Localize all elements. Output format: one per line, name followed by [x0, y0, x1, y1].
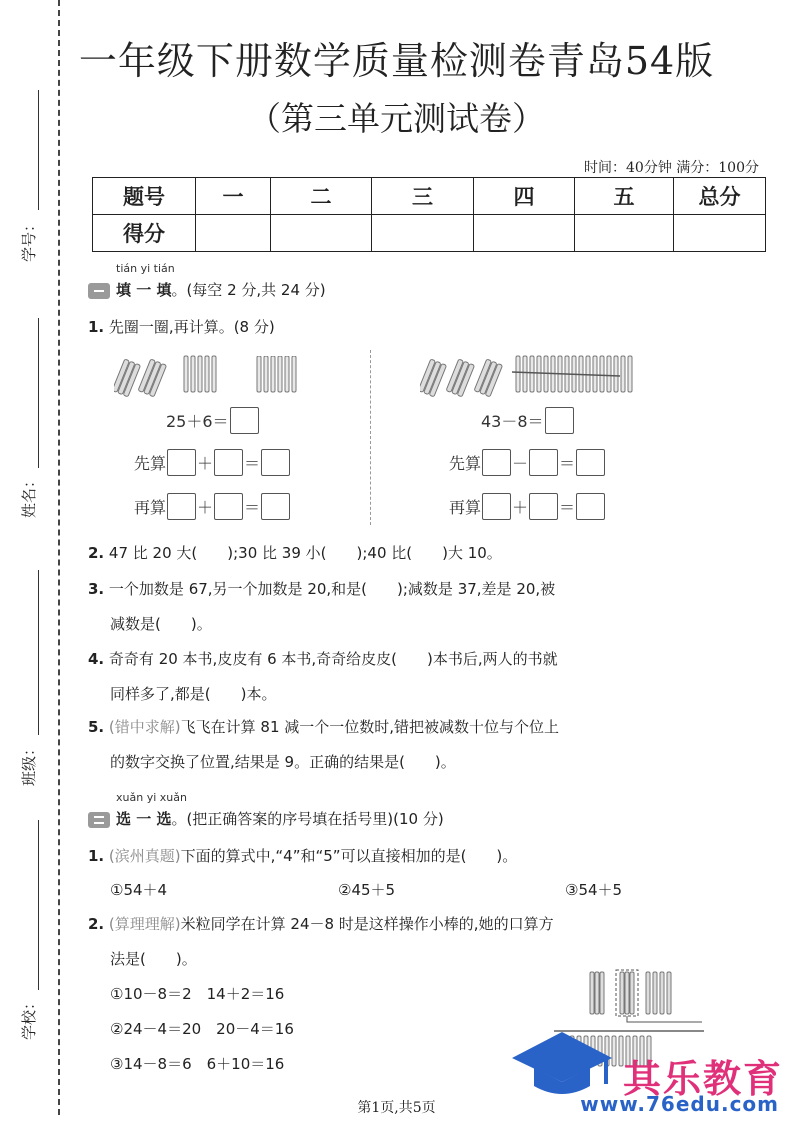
watermark-url: www.76edu.com [580, 1092, 779, 1116]
left-then-step [133, 493, 290, 520]
exam-meta: 时间：40分钟 满分：100分 [584, 160, 759, 176]
question-number: 3. [88, 580, 105, 598]
operator: ＋ [512, 498, 529, 517]
answer-box[interactable] [167, 449, 196, 476]
answer-box[interactable] [261, 493, 290, 520]
table-cell: 二 [271, 178, 372, 215]
question-1-5-cont: 的数字交换了位置,结果是 9。正确的结果是( )。 [110, 753, 456, 771]
question-number: 2. [88, 915, 105, 933]
question-number: 1. [88, 318, 105, 336]
question-1-3-cont: 减数是( )。 [110, 615, 212, 633]
question-2-2 [88, 913, 554, 934]
score-entry[interactable] [196, 215, 271, 252]
table-cell: 一 [196, 178, 271, 215]
class-label: 班级： [20, 740, 38, 786]
section2-heading [88, 808, 444, 829]
option-b[interactable]: ②24－4＝20 20－4＝16 [110, 1020, 294, 1038]
right-main-equation [480, 407, 574, 434]
operator: ＝ [559, 498, 576, 517]
table-row [93, 215, 766, 252]
page-subtitle: （第三单元测试卷） [248, 99, 545, 138]
operator: ＋ [197, 498, 214, 517]
question-1-1 [88, 316, 275, 337]
score-entry[interactable] [372, 215, 474, 252]
answer-box[interactable] [214, 449, 243, 476]
question-2-2-cont: 法是( )。 [110, 950, 197, 968]
question-tag: (算理理解) [108, 915, 181, 933]
answer-box[interactable] [529, 449, 558, 476]
section1-pinyin: tián yi tián [116, 262, 175, 275]
stick-bundle-icon [420, 359, 503, 397]
right-first-step [448, 449, 605, 476]
class-line [38, 570, 39, 735]
section1-heading [88, 279, 326, 300]
answer-box[interactable] [545, 407, 574, 434]
answer-box[interactable] [482, 493, 511, 520]
table-cell: 三 [372, 178, 474, 215]
answer-box[interactable] [529, 493, 558, 520]
section2-pinyin: xuǎn yi xuǎn [116, 791, 187, 804]
right-sticks-illustration [420, 352, 645, 398]
step-label: 再算 [134, 498, 167, 517]
score-entry[interactable] [674, 215, 766, 252]
option-b[interactable]: ②45＋5 [338, 881, 396, 899]
question-number: 5. [88, 718, 105, 736]
page-title: 一年级下册数学质量检测卷青岛54版 [78, 39, 715, 83]
watermark-text: 其乐教育 [622, 1057, 783, 1101]
operator: ＋ [197, 454, 214, 473]
operator: ＝ [559, 454, 576, 473]
answer-box[interactable] [576, 449, 605, 476]
step-label: 再算 [449, 498, 482, 517]
option-a[interactable]: ①54＋4 [110, 881, 168, 899]
answer-box[interactable] [576, 493, 605, 520]
stick-bundle-icon [114, 359, 167, 397]
section2-title: 选 一 选 [116, 810, 172, 828]
left-sticks-illustration [114, 352, 232, 398]
answer-box[interactable] [261, 449, 290, 476]
answer-box[interactable] [167, 493, 196, 520]
table-row [93, 178, 766, 215]
option-c[interactable]: ③54＋5 [565, 881, 623, 899]
operator: ＝ [244, 498, 261, 517]
score-entry[interactable] [271, 215, 372, 252]
question-text: 47 比 20 大( );30 比 39 小( );40 比( )大 10。 [108, 544, 502, 562]
name-label: 姓名： [20, 472, 38, 518]
question-number: 1. [88, 847, 105, 865]
equation-text: 43－8＝ [481, 412, 544, 431]
left-main-equation [165, 407, 259, 434]
question-2-1 [88, 845, 517, 866]
table-cell: 总分 [674, 178, 766, 215]
student-number-label: 学号： [20, 216, 38, 262]
section1-note: 。(每空 2 分,共 24 分) [171, 281, 326, 299]
question-1-5 [88, 716, 559, 737]
option-a[interactable]: ①10－8＝2 14＋2＝16 [110, 985, 285, 1003]
step-label: 先算 [449, 454, 482, 473]
graduation-cap-icon [512, 1030, 614, 1100]
question-1-3 [88, 578, 555, 599]
cut-line [58, 0, 60, 1115]
section-two-badge-icon [88, 812, 110, 828]
question-number: 4. [88, 650, 105, 668]
question-number: 2. [88, 544, 105, 562]
answer-box[interactable] [482, 449, 511, 476]
page-footer: 第1页,共5页 [357, 1100, 436, 1116]
question-tag: (滨州真题) [108, 847, 181, 865]
name-line [38, 318, 39, 468]
operator: ＝ [244, 454, 261, 473]
single-sticks-icon [184, 356, 216, 392]
table-cell: 得分 [93, 215, 196, 252]
step-label: 先算 [134, 454, 167, 473]
equation-text: 25＋6＝ [166, 412, 229, 431]
section2-note: 。(把正确答案的序号填在括号里)(10 分) [171, 810, 444, 828]
answer-box[interactable] [230, 407, 259, 434]
score-table [92, 177, 766, 252]
answer-box[interactable] [214, 493, 243, 520]
school-label: 学校： [20, 994, 38, 1040]
question-tag: (错中求解) [108, 718, 181, 736]
section-one-badge-icon [88, 283, 110, 299]
table-cell: 四 [474, 178, 575, 215]
right-then-step [448, 493, 605, 520]
question-text: 奇奇有 20 本书,皮皮有 6 本书,奇奇给皮皮( )本书后,两人的书就 [108, 650, 558, 668]
section1-title: 填 一 填 [116, 281, 172, 299]
question-text: 一个加数是 67,另一个加数是 20,和是( );减数是 37,差是 20,被 [108, 580, 556, 598]
column-divider [370, 350, 371, 525]
question-1-2 [88, 542, 502, 563]
question-text: 飞飞在计算 81 减一个一位数时,错把被减数十位与个位上 [180, 718, 560, 736]
table-cell: 五 [575, 178, 674, 215]
table-cell: 题号 [93, 178, 196, 215]
school-line [38, 820, 39, 990]
option-c[interactable]: ③14－8＝6 6＋10＝16 [110, 1055, 285, 1073]
question-text: 下面的算式中,“4”和“5”可以直接相加的是( )。 [180, 847, 518, 865]
score-entry[interactable] [474, 215, 575, 252]
question-1-4-cont: 同样多了,都是( )本。 [110, 685, 277, 703]
score-entry[interactable] [575, 215, 674, 252]
left-first-step [133, 449, 290, 476]
question-text: 先圈一圈,再计算。(8 分) [108, 318, 275, 336]
question-1-4 [88, 648, 558, 669]
operator: － [512, 454, 529, 473]
left-sticks-extra [255, 356, 315, 398]
question-text: 米粒同学在计算 24－8 时是这样操作小棒的,她的口算方 [180, 915, 554, 933]
